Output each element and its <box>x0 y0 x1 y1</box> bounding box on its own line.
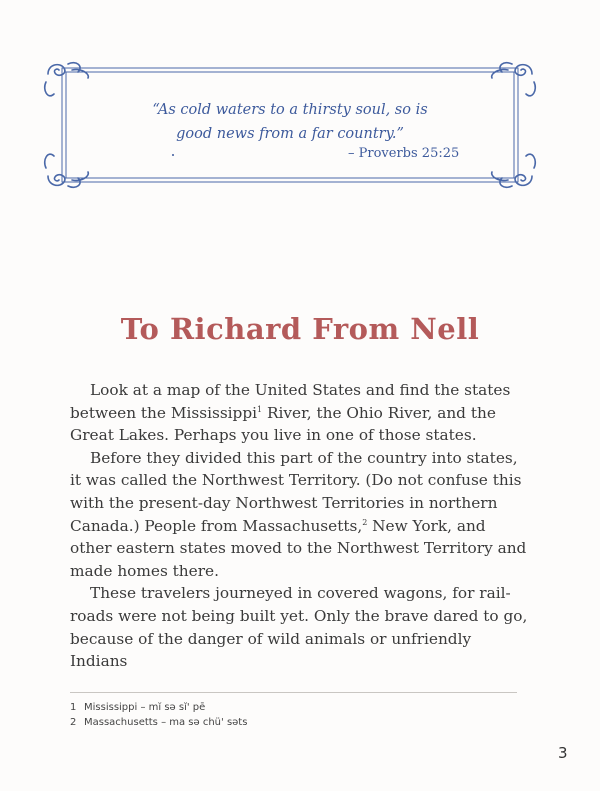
footnote-2 <box>70 715 247 730</box>
epigraph-frame <box>42 60 538 190</box>
paragraph-1-text-a: Look at a map of the United States and find the states between the Mississippi <box>70 381 511 422</box>
chapter-body <box>70 379 530 673</box>
chapter-title: To Richard From Nell <box>120 312 480 346</box>
paragraph-1 <box>70 379 530 447</box>
epigraph-quote <box>42 98 538 146</box>
page-number: 3 <box>558 744 568 762</box>
footnote-1-text: Mississippi – mĭ sə sĭ' pē <box>84 702 206 713</box>
footnote-2-number: 2 <box>70 717 77 728</box>
paragraph-2-text-b: New York, and other eastern states moved to the Northwest Territory and made homes there. <box>70 516 527 580</box>
footnote-divider <box>70 692 517 693</box>
epigraph-line-1: “As cold waters to a thirsty soul, so is <box>152 102 428 118</box>
footnotes <box>70 700 247 730</box>
footnote-ref-1: 1 <box>257 404 263 414</box>
footnote-2-text: Massachusetts – ma sə chü' səts <box>84 717 248 728</box>
paragraph-1-text-b: River, the Ohio River, and the Great Lakes. Perhaps you live in one of those states. <box>70 403 496 445</box>
epigraph-line-2: good news from a far country.” <box>176 126 404 142</box>
paragraph-2 <box>70 447 530 583</box>
paragraph-2-text-a: Before they divided this part of the country into states, it was called the Northwest Territory. (Do not confuse this with the present-day Northwest Territories in northern Canada.) People from Massachusetts, <box>70 448 522 535</box>
epigraph-citation: – Proverbs 25:25 <box>348 146 460 161</box>
footnote-1 <box>70 700 247 715</box>
decorative-dot <box>172 154 174 156</box>
footnote-ref-2: 2 <box>362 517 368 527</box>
paragraph-3: These travelers journeyed in covered wagons, for rail-roads were not being built yet. Only the brave dared to go, because of the danger of wild animals or unfriendly Indians <box>70 584 528 671</box>
footnote-1-number: 1 <box>70 702 77 713</box>
